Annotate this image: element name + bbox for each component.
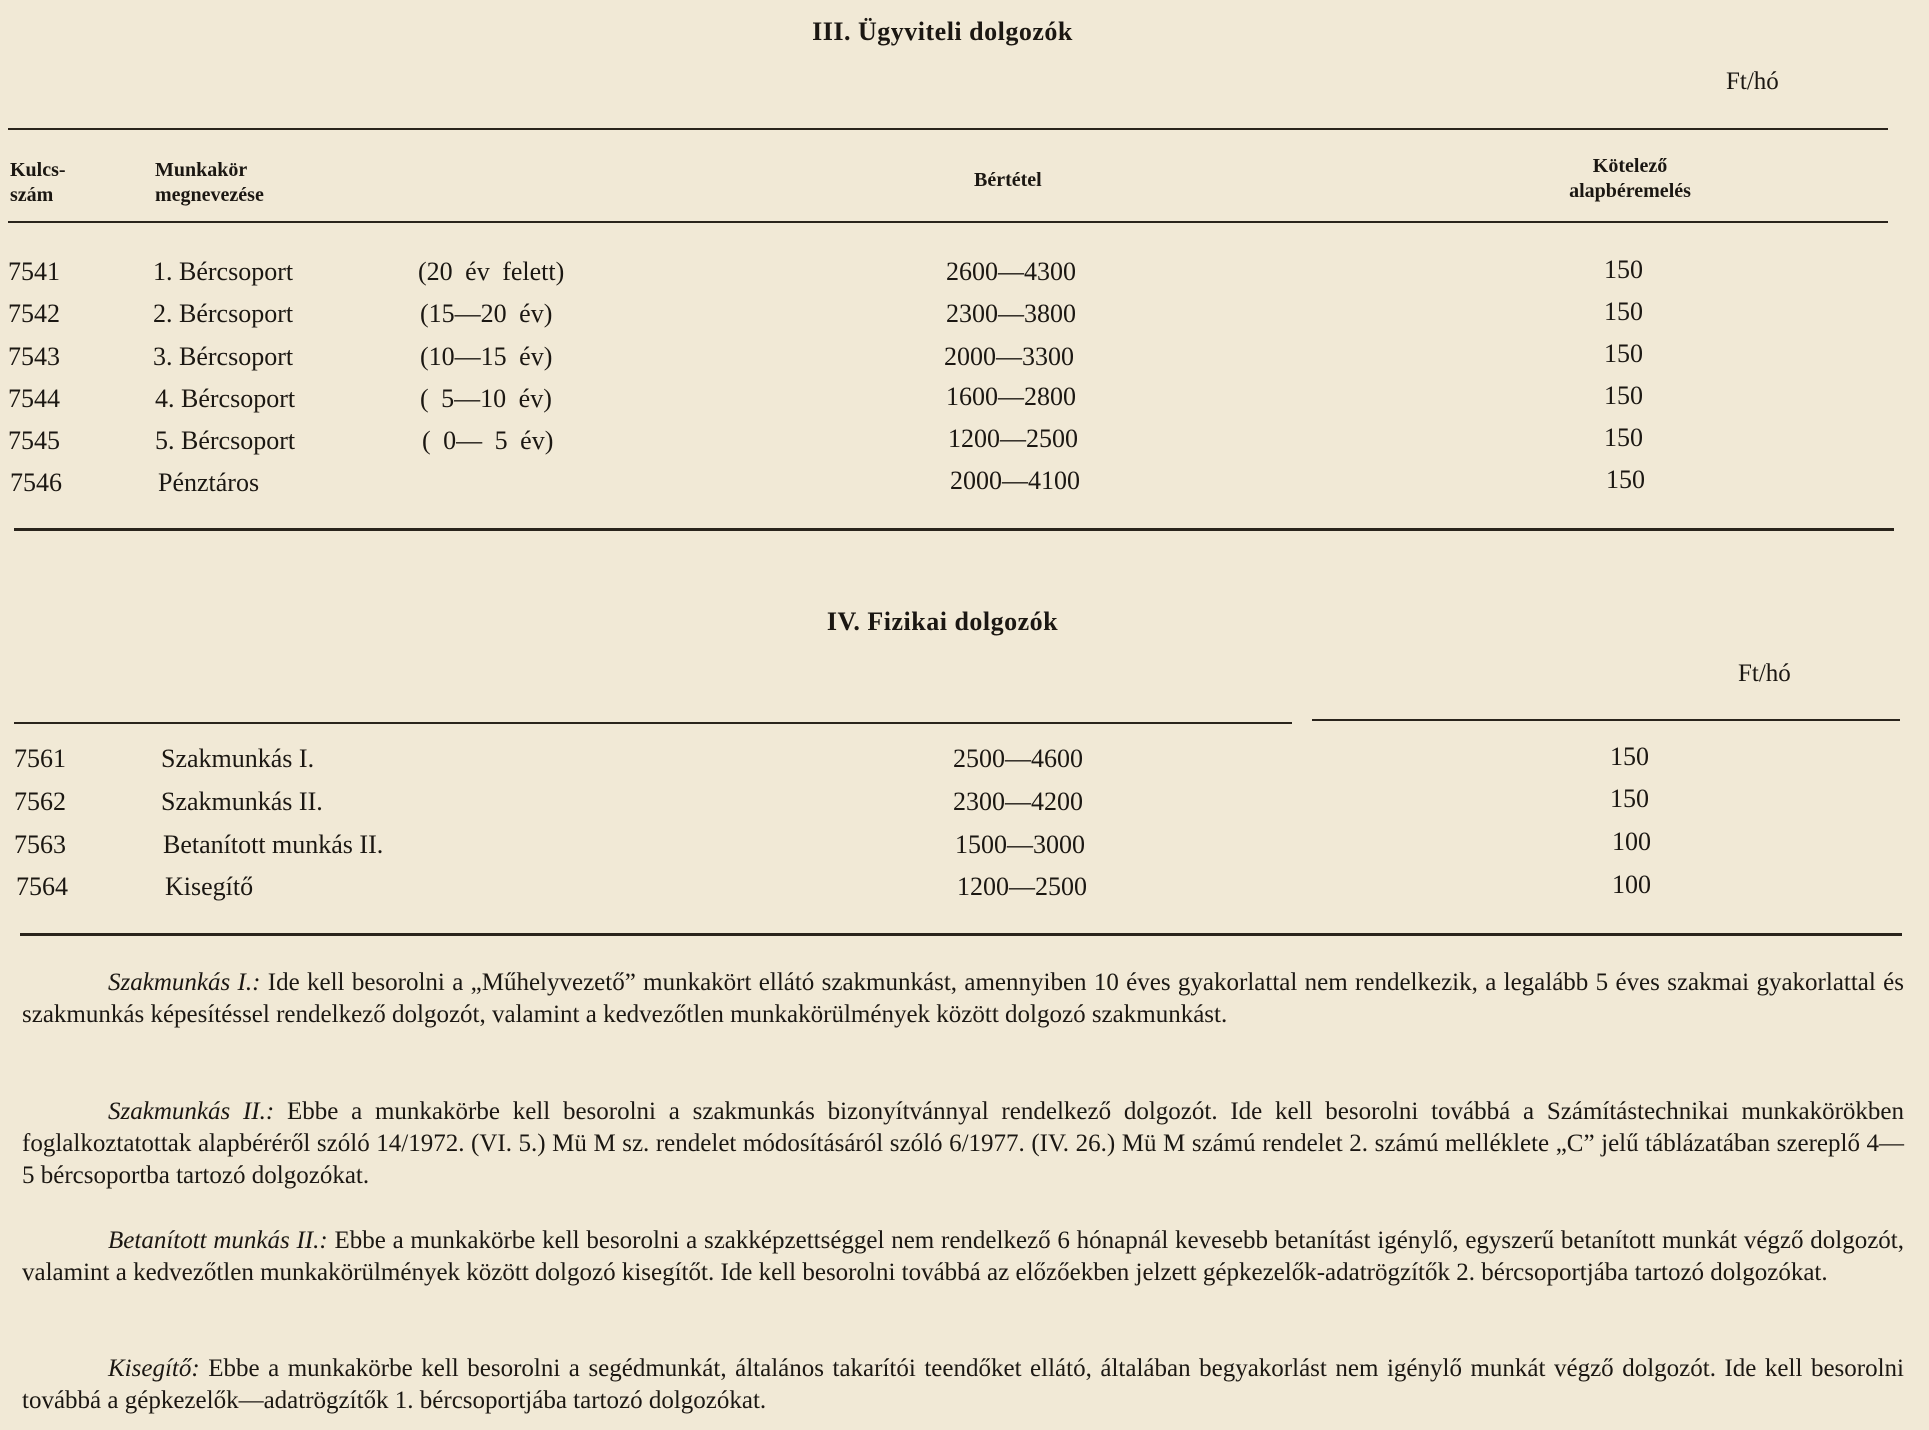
row-wage: 2000—4100 bbox=[950, 466, 1080, 495]
row-key: 7545 bbox=[8, 426, 60, 455]
header-key bbox=[10, 158, 66, 208]
paragraph-szakmunkas-1 bbox=[22, 967, 1904, 1031]
row-raise: 150 bbox=[1604, 255, 1643, 284]
paragraph-text: Ebbe a munkakörbe kell besorolni a segédmunkát, általános takarítói teendőket ellátó, általában begyakorlást nem igénylő munkát végző dolgozót. Ide kell besorolni továbbá a gépkezelők—adatrögzítők 1. bércsoportjába tartozó dolgozókat. bbox=[22, 1355, 1904, 1414]
row-raise: 150 bbox=[1610, 742, 1649, 771]
row-key: 7564 bbox=[16, 872, 68, 901]
section4-unit: Ft/hó bbox=[1738, 660, 1791, 687]
paragraph-term: Betanított munkás II.: bbox=[108, 1227, 328, 1254]
paragraph-kisegito bbox=[22, 1353, 1904, 1417]
section4-top-rule-right bbox=[1312, 719, 1900, 721]
row-key: 7563 bbox=[14, 830, 66, 859]
paragraph-term: Szakmunkás II.: bbox=[108, 1098, 275, 1125]
row-wage: 2500—4600 bbox=[953, 744, 1083, 773]
header-wage: Bértétel bbox=[974, 169, 1042, 191]
paragraph-text: Ebbe a munkakörbe kell besorolni a szakmunkás bizonyítvánnyal rendelkező dolgozót. Ide kell besorolni továbbá a Számítástechnikai munkakörökben foglalkoztatottak alapbéréről szóló 14/1972. (VI. 5.) Mü M sz. rendelet módosításáról szóló 6/1977. (IV. 26.) Mü M számú rendelet 2. számú melléklete „C” jelű táblázatában szereplő 4—5 bércsoportba tartozó dolgozókat. bbox=[22, 1098, 1904, 1189]
paragraph-text: Ebbe a munkakörbe kell besorolni a szakképzettséggel nem rendelkező 6 hónapnál kevesebb betanítást igénylő, egyszerű betanított munkát végző dolgozót, valamint a kedvezőtlen munkakörülmények között dolgozó kisegítőt. Ide kell besorolni továbbá az előzőekben jelzett gépkezelők-adatrögzítők 2. bércsoportjába tartozó dolgozókat. bbox=[22, 1227, 1904, 1286]
row-raise: 150 bbox=[1606, 465, 1645, 494]
header-job-line2: megnevezése bbox=[155, 184, 264, 206]
row-note: ( 5—10 év) bbox=[420, 384, 552, 413]
row-job: Szakmunkás I. bbox=[161, 744, 315, 773]
header-raise-line2: alapbéremelés bbox=[1569, 180, 1691, 202]
row-wage: 2000—3300 bbox=[944, 342, 1074, 371]
row-key: 7542 bbox=[8, 299, 60, 328]
paragraph-szakmunkas-2 bbox=[22, 1096, 1904, 1192]
section3-title: III. Ügyviteli dolgozók bbox=[812, 17, 1073, 46]
row-key: 7546 bbox=[10, 468, 62, 497]
paragraph-term: Kisegítő: bbox=[108, 1355, 200, 1382]
row-job: Kisegítő bbox=[165, 872, 254, 901]
section3-unit: Ft/hó bbox=[1726, 68, 1779, 95]
row-raise: 150 bbox=[1604, 297, 1643, 326]
header-key-line2: szám bbox=[10, 184, 54, 206]
row-wage: 1200—2500 bbox=[957, 872, 1087, 901]
header-job bbox=[155, 158, 264, 208]
row-key: 7561 bbox=[14, 744, 66, 773]
header-raise-line1: Kötelező bbox=[1592, 155, 1668, 177]
row-raise: 150 bbox=[1604, 381, 1643, 410]
section4-top-rule-left bbox=[14, 722, 1292, 724]
row-raise: 150 bbox=[1604, 423, 1643, 452]
section3-header-rule bbox=[8, 221, 1888, 223]
row-key: 7562 bbox=[14, 787, 66, 816]
row-wage: 2300—3800 bbox=[946, 299, 1076, 328]
row-wage: 2600—4300 bbox=[946, 257, 1076, 286]
row-note: (15—20 év) bbox=[420, 299, 553, 328]
row-note: ( 0— 5 év) bbox=[422, 426, 554, 455]
paragraph-betanitott bbox=[22, 1225, 1904, 1289]
row-job: Betanított munkás II. bbox=[163, 830, 384, 859]
row-key: 7543 bbox=[8, 342, 60, 371]
row-raise: 100 bbox=[1612, 827, 1651, 856]
row-raise: 150 bbox=[1604, 339, 1643, 368]
section4-title: IV. Fizikai dolgozók bbox=[826, 607, 1059, 636]
row-note: (10—15 év) bbox=[420, 342, 553, 371]
row-wage: 2300—4200 bbox=[953, 787, 1083, 816]
row-job: 3. Bércsoport bbox=[153, 342, 294, 371]
row-wage: 1200—2500 bbox=[948, 424, 1078, 453]
row-job: Pénztáros bbox=[158, 468, 260, 497]
row-key: 7541 bbox=[8, 257, 60, 286]
row-wage: 1500—3000 bbox=[955, 830, 1085, 859]
row-wage: 1600—2800 bbox=[946, 382, 1076, 411]
section3-bottom-rule bbox=[14, 528, 1894, 531]
row-note: (20 év felett) bbox=[418, 257, 565, 286]
header-key-line1: Kulcs- bbox=[10, 159, 66, 181]
paragraph-text: Ide kell besorolni a „Műhelyvezető” munkakört ellátó szakmunkást, amennyiben 10 éves gyakorlattal nem rendelkezik, a legalább 5 éves szakmai gyakorlattal és szakmunkás képesítéssel rendelkező dolgozót, valamint a kedvezőtlen munkakörülmények között dolgozó szakmunkást. bbox=[22, 969, 1904, 1028]
row-raise: 100 bbox=[1612, 870, 1651, 899]
paragraph-term: Szakmunkás I.: bbox=[108, 969, 261, 996]
row-job: 2. Bércsoport bbox=[153, 299, 294, 328]
section4-bottom-rule bbox=[20, 933, 1902, 936]
row-job: Szakmunkás II. bbox=[161, 787, 323, 816]
section3-top-rule bbox=[8, 128, 1888, 130]
header-raise bbox=[1540, 154, 1720, 204]
row-raise: 150 bbox=[1610, 784, 1649, 813]
header-job-line1: Munkakör bbox=[155, 159, 248, 181]
row-key: 7544 bbox=[8, 384, 60, 413]
row-job: 1. Bércsoport bbox=[153, 257, 294, 286]
row-job: 5. Bércsoport bbox=[155, 426, 296, 455]
row-job: 4. Bércsoport bbox=[155, 384, 296, 413]
